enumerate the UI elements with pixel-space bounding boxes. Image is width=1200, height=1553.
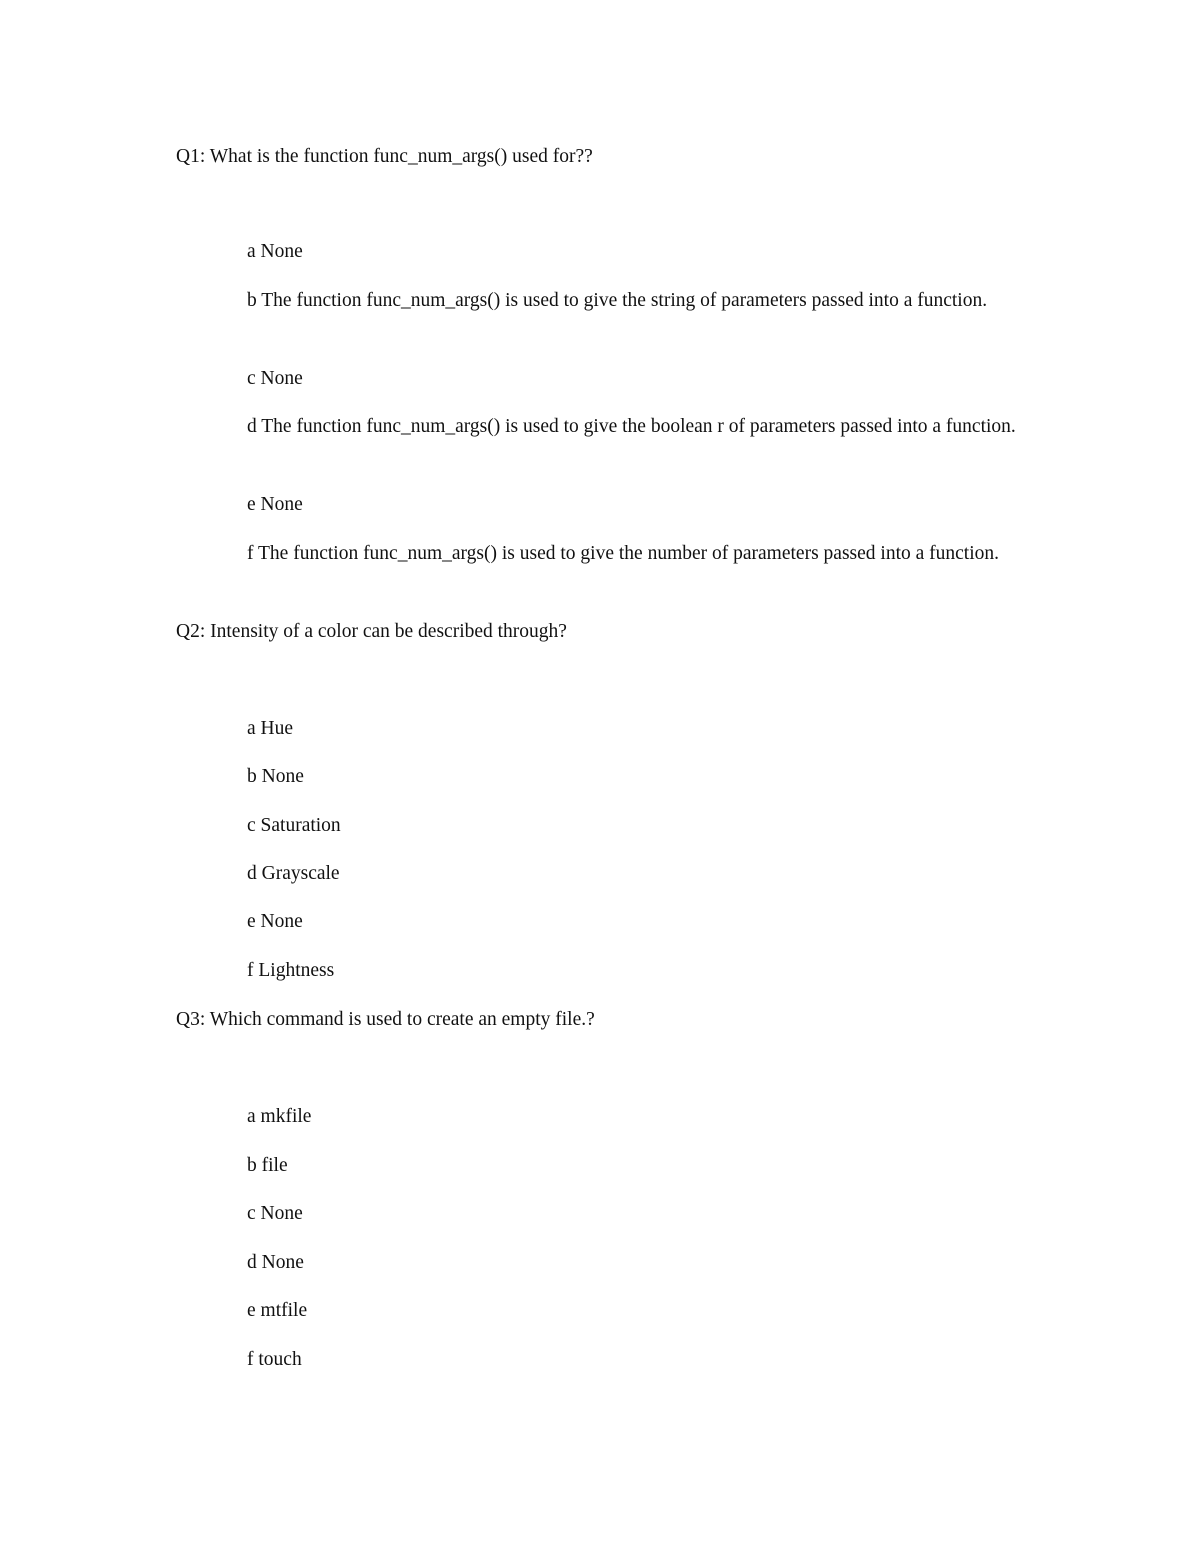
question-2-option-f: f Lightness [247, 960, 335, 981]
question-1-option-f: f The function func_num_args() is used to give the number of parameters passed into a function. [247, 543, 999, 564]
question-1-option-b: b The function func_num_args() is used to give the string of parameters passed into a function. [247, 290, 988, 311]
question-2-option-d: d Grayscale [247, 863, 340, 884]
question-1-option-d: d The function func_num_args() is used to give the boolean r of parameters passed into a function. [247, 416, 1016, 437]
question-3-option-c: c None [247, 1203, 303, 1224]
question-2-text: Q2: Intensity of a color can be described through? [176, 621, 567, 642]
question-3-text: Q3: Which command is used to create an empty file.? [176, 1009, 595, 1030]
question-1-option-a: a None [247, 241, 303, 262]
question-3-option-a: a mkfile [247, 1106, 312, 1127]
question-1-option-e: e None [247, 494, 303, 515]
question-2-option-c: c Saturation [247, 815, 341, 836]
question-3-option-d: d None [247, 1252, 304, 1273]
question-3-option-b: b file [247, 1155, 288, 1176]
question-2-option-e: e None [247, 911, 303, 932]
question-2-option-a: a Hue [247, 718, 294, 739]
question-2-option-b: b None [247, 766, 304, 787]
question-1-text: Q1: What is the function func_num_args() used for?? [176, 146, 593, 167]
question-3-option-f: f touch [247, 1349, 302, 1370]
question-1-option-c: c None [247, 368, 303, 389]
question-3-option-e: e mtfile [247, 1300, 308, 1321]
